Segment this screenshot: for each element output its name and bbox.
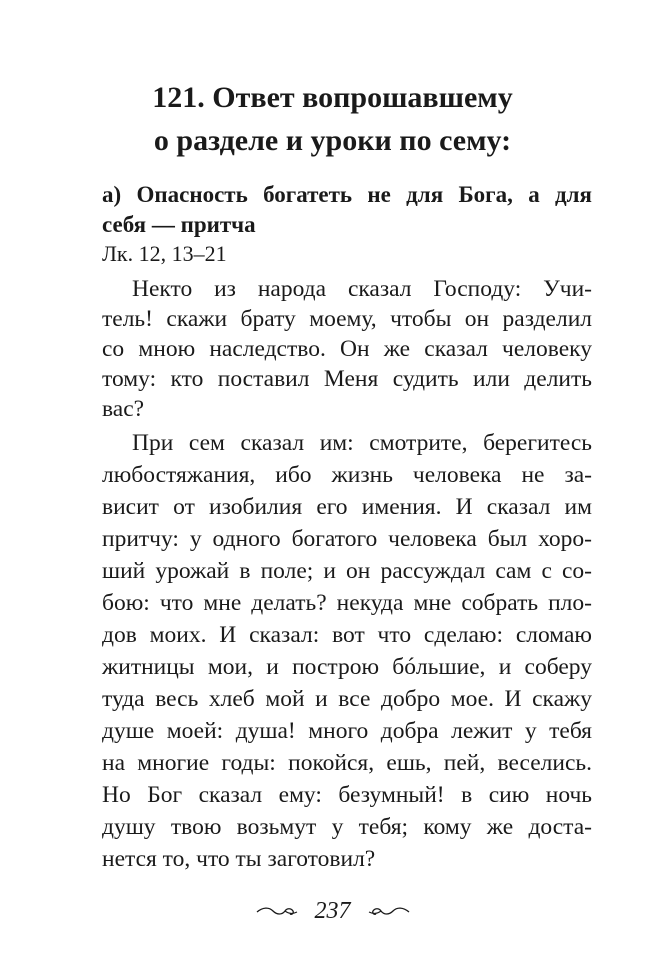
body-line: на многие годы: покойся, ешь, пей, веселись. [102, 750, 592, 776]
page-footer [0, 896, 665, 927]
body-line: бою: что мне делать? некуда мне собрать пло- [102, 590, 592, 616]
body-line: Но Бог сказал ему: безумный! в сию ночь [102, 782, 592, 808]
body-line: висит от изобилия его имения. И сказал им [102, 494, 592, 520]
body-line: дов моих. И сказал: вот что сделаю: сломаю [102, 622, 592, 648]
body-line: любостяжания, ибо жизнь человека не за- [102, 462, 592, 488]
chapter-title-line-2: о разделе и уроки по сему: [153, 124, 512, 157]
ornament-left-icon [255, 897, 299, 927]
body-line: Некто из народа сказал Господу: Учи- [132, 276, 592, 302]
chapter-title-line-1: 121. Ответ вопрошавшему [152, 81, 513, 114]
body-line: При сем сказал им: смотрите, берегитесь [132, 430, 592, 456]
ornament-right-icon [367, 897, 411, 927]
body-line: вас? [102, 396, 145, 422]
scripture-reference: Лк. 12, 13–21 [102, 241, 227, 266]
section-title-line-2: себя — притча [102, 212, 256, 237]
body-line: нется то, что ты заготовил? [102, 846, 376, 872]
body-line: притчу: у одного богатого человека был хоро- [102, 526, 592, 552]
body-line: душу твою возьмут у тебя; кому же доста- [102, 814, 592, 840]
body-line: туда весь хлеб мой и все добро мое. И скажу [102, 686, 592, 712]
body-line: житницы мои, и построю бóльшие, и соберу [102, 654, 592, 680]
body-line: душе моей: душа! много добра лежит у тебя [102, 718, 592, 744]
body-line: со мною наследство. Он же сказал человеку [102, 336, 592, 362]
body-line: ший урожай в поле; и он рассуждал сам с со- [102, 558, 592, 584]
page-number: 237 [314, 898, 351, 924]
section-title-line-1: а) Опасность богатеть не для Бога, а для [102, 182, 592, 207]
body-line: тель! скажи брату моему, чтобы он разделил [102, 306, 592, 332]
body-line: тому: кто поставил Меня судить или делить [102, 366, 592, 392]
